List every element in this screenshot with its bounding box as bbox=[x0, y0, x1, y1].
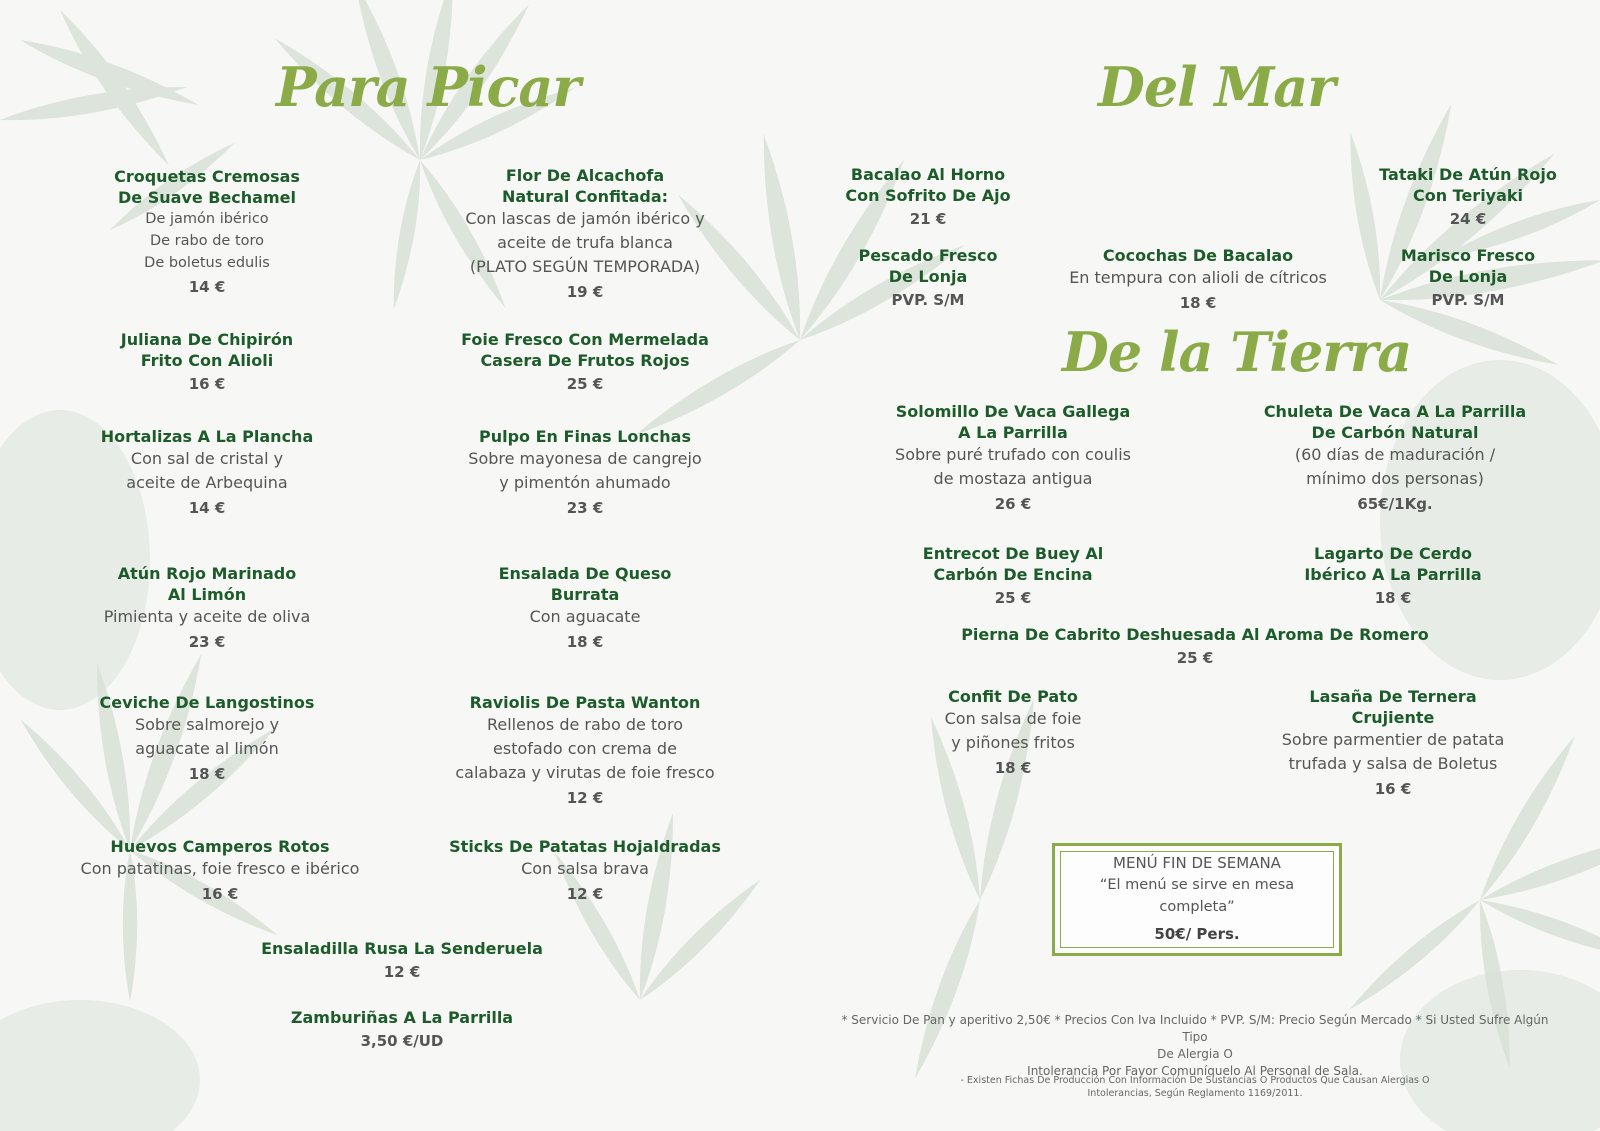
menu-item bbox=[455, 692, 714, 809]
item-description: Sobre parmentier de patata bbox=[1281, 730, 1505, 749]
menu-item bbox=[858, 245, 997, 311]
item-description: de mostaza antigua bbox=[933, 469, 1093, 488]
item-name: Al Limón bbox=[167, 585, 247, 604]
item-name: De Suave Bechamel bbox=[117, 188, 296, 207]
menu-item bbox=[465, 165, 704, 303]
weekend-menu-price: 50€/ Pers. bbox=[1154, 925, 1240, 943]
item-name: Marisco Fresco bbox=[1400, 246, 1536, 265]
menu-item bbox=[104, 563, 311, 653]
item-name: Pierna De Cabrito Deshuesada Al Aroma De Romero bbox=[961, 625, 1429, 644]
menu-item bbox=[499, 563, 672, 653]
weekend-menu-note: “El menú se sirve en mesa completa” bbox=[1099, 877, 1295, 915]
item-price: 23 € bbox=[188, 633, 226, 651]
item-name: Solomillo De Vaca Gallega bbox=[895, 402, 1131, 421]
item-name: Zamburiñas A La Parrilla bbox=[290, 1008, 514, 1027]
item-description: Rellenos de rabo de toro bbox=[486, 715, 683, 734]
item-description: y pimentón ahumado bbox=[499, 473, 671, 492]
item-name: Casera De Frutos Rojos bbox=[480, 351, 690, 370]
item-name: Frito Con Alioli bbox=[140, 351, 274, 370]
item-description: Pimienta y aceite de oliva bbox=[103, 607, 311, 626]
menu-item bbox=[1069, 245, 1327, 314]
item-price: 16 € bbox=[188, 375, 226, 393]
allergen-note bbox=[835, 1074, 1555, 1100]
item-name: Carbón De Encina bbox=[933, 565, 1093, 584]
menu-item bbox=[100, 692, 315, 785]
item-description: En tempura con alioli de cítricos bbox=[1069, 268, 1327, 287]
item-description: aceite de trufa blanca bbox=[497, 233, 673, 252]
item-description: Sobre salmorejo y bbox=[134, 715, 280, 734]
item-description: (60 días de maduración / bbox=[1294, 445, 1496, 464]
menu-item bbox=[1401, 245, 1535, 311]
item-description: De jamón ibérico bbox=[145, 211, 269, 227]
item-price: 12 € bbox=[566, 885, 604, 903]
menu-item bbox=[923, 543, 1103, 609]
item-description: De boletus edulis bbox=[144, 255, 270, 271]
footnote-line: De Alergia O bbox=[1157, 1047, 1233, 1061]
item-name: Chuleta De Vaca A La Parrilla bbox=[1263, 402, 1527, 421]
item-name: Lagarto De Cerdo bbox=[1314, 544, 1472, 563]
menu-item bbox=[449, 836, 721, 905]
menu-item bbox=[261, 938, 543, 983]
item-price: 21 € bbox=[909, 210, 947, 228]
item-name: Ensalada De Queso bbox=[498, 564, 672, 583]
section-title-del-mar: Del Mar bbox=[1098, 55, 1335, 119]
footnote-line: Intolerancias, Según Reglamento 1169/2011. bbox=[1087, 1088, 1303, 1099]
item-name: Raviolis De Pasta Wanton bbox=[469, 693, 701, 712]
menu-item bbox=[81, 836, 360, 905]
item-price: 24 € bbox=[1449, 210, 1487, 228]
item-name: Flor De Alcachofa bbox=[505, 166, 665, 185]
item-description: Sobre puré trufado con coulis bbox=[895, 445, 1131, 464]
menu-item bbox=[1282, 686, 1505, 800]
item-price: 18 € bbox=[1179, 294, 1217, 312]
item-price: 16 € bbox=[201, 885, 239, 903]
item-name: Tataki De Atún Rojo bbox=[1379, 165, 1557, 184]
menu-item bbox=[945, 686, 1082, 779]
footnotes bbox=[835, 1012, 1555, 1080]
item-name: Huevos Camperos Rotos bbox=[110, 837, 330, 856]
item-price: 18 € bbox=[188, 765, 226, 783]
item-description: calabaza y virutas de foie fresco bbox=[455, 763, 715, 782]
item-price: 18 € bbox=[1374, 589, 1412, 607]
item-name: Foie Fresco Con Mermelada bbox=[461, 330, 709, 349]
menu-item bbox=[468, 426, 701, 519]
item-name: De Lonja bbox=[1428, 267, 1508, 286]
item-price: 65€/1Kg. bbox=[1357, 495, 1433, 513]
item-name: Hortalizas A La Plancha bbox=[100, 427, 314, 446]
item-price: 26 € bbox=[994, 495, 1032, 513]
item-name: Ibérico A La Parrilla bbox=[1304, 565, 1482, 584]
menu-item bbox=[895, 401, 1131, 515]
item-name: Pulpo En Finas Lonchas bbox=[479, 427, 691, 446]
item-name: Natural Confitada: bbox=[501, 187, 669, 206]
item-name: Crujiente bbox=[1351, 708, 1435, 727]
weekend-menu-box bbox=[1052, 843, 1342, 956]
footnote-line: Intolerancia Por Favor Comuníquelo Al Personal de Sala. bbox=[1027, 1064, 1363, 1078]
menu-item bbox=[961, 624, 1429, 669]
menu-item bbox=[291, 1007, 513, 1052]
item-price: 3,50 €/UD bbox=[360, 1032, 444, 1050]
item-price: PVP. S/M bbox=[891, 291, 965, 309]
item-name: Atún Rojo Marinado bbox=[117, 564, 297, 583]
menu-item bbox=[114, 166, 300, 298]
item-name: Lasaña De Ternera bbox=[1309, 687, 1477, 706]
section-title-de-la-tierra: De la Tierra bbox=[1062, 320, 1412, 384]
section-title-para-picar: Para Picar bbox=[276, 55, 580, 119]
item-name: Entrecot De Buey Al bbox=[922, 544, 1104, 563]
footnote-line: - Existen Fichas De Producción Con Información De Sustancias O Productos Que Causan Alergias O bbox=[960, 1075, 1430, 1086]
item-description: mínimo dos personas) bbox=[1306, 469, 1484, 488]
menu-item bbox=[1379, 164, 1557, 230]
item-name: Bacalao Al Horno bbox=[850, 165, 1006, 184]
menu-item bbox=[101, 426, 313, 519]
item-name: Sticks De Patatas Hojaldradas bbox=[449, 837, 721, 856]
item-description: Con patatinas, foie fresco e ibérico bbox=[80, 859, 360, 878]
item-price: 25 € bbox=[566, 375, 604, 393]
item-price: 18 € bbox=[994, 759, 1032, 777]
item-description: trufada y salsa de Boletus bbox=[1288, 754, 1498, 773]
item-price: 25 € bbox=[994, 589, 1032, 607]
item-name: Ceviche De Langostinos bbox=[99, 693, 315, 712]
item-name: Juliana De Chipirón bbox=[120, 330, 294, 349]
menu-item bbox=[845, 164, 1010, 230]
item-description: estofado con crema de bbox=[493, 739, 677, 758]
item-name: Ensaladilla Rusa La Senderuela bbox=[261, 939, 543, 958]
menu-item bbox=[1304, 543, 1481, 609]
item-name: Pescado Fresco bbox=[858, 246, 998, 265]
item-name: Cocochas De Bacalao bbox=[1102, 246, 1294, 265]
item-price: 12 € bbox=[383, 963, 421, 981]
menu-item bbox=[461, 329, 709, 395]
item-description: y piñones fritos bbox=[951, 733, 1075, 752]
item-name: Burrata bbox=[550, 585, 620, 604]
item-description: De rabo de toro bbox=[149, 233, 265, 249]
item-name: Con Teriyaki bbox=[1412, 186, 1524, 205]
item-description: Con aguacate bbox=[529, 607, 641, 626]
weekend-menu-title: MENÚ FIN DE SEMANA bbox=[1113, 854, 1281, 872]
item-description: Sobre mayonesa de cangrejo bbox=[468, 449, 702, 468]
weekend-menu-frame bbox=[1060, 851, 1334, 948]
item-description: (PLATO SEGÚN TEMPORADA) bbox=[469, 257, 701, 276]
item-description: aceite de Arbequina bbox=[126, 473, 288, 492]
item-name: De Carbón Natural bbox=[1311, 423, 1479, 442]
item-price: PVP. S/M bbox=[1431, 291, 1505, 309]
item-name: A La Parrilla bbox=[958, 423, 1068, 442]
item-price: 12 € bbox=[566, 789, 604, 807]
footnote-line: * Servicio De Pan y aperitivo 2,50€ * Precios Con Iva Incluido * PVP. S/M: Precio Según Mercado * Si Usted Sufre Algún Tipo bbox=[841, 1013, 1549, 1044]
item-name: Croquetas Cremosas bbox=[114, 167, 300, 186]
item-description: Con sal de cristal y bbox=[130, 449, 284, 468]
item-price: 14 € bbox=[188, 499, 226, 517]
item-price: 25 € bbox=[1176, 649, 1214, 667]
item-price: 14 € bbox=[188, 278, 226, 296]
item-description: Con lascas de jamón ibérico y bbox=[465, 209, 705, 228]
item-name: Con Sofrito De Ajo bbox=[845, 186, 1011, 205]
item-description: aguacate al limón bbox=[135, 739, 279, 758]
item-price: 18 € bbox=[566, 633, 604, 651]
menu-item bbox=[121, 329, 293, 395]
item-price: 16 € bbox=[1374, 780, 1412, 798]
item-price: 19 € bbox=[566, 283, 604, 301]
item-description: Con salsa brava bbox=[521, 859, 649, 878]
menu-item bbox=[1264, 401, 1526, 515]
item-name: De Lonja bbox=[888, 267, 968, 286]
item-description: Con salsa de foie bbox=[944, 709, 1082, 728]
item-price: 23 € bbox=[566, 499, 604, 517]
item-name: Confit De Pato bbox=[948, 687, 1078, 706]
